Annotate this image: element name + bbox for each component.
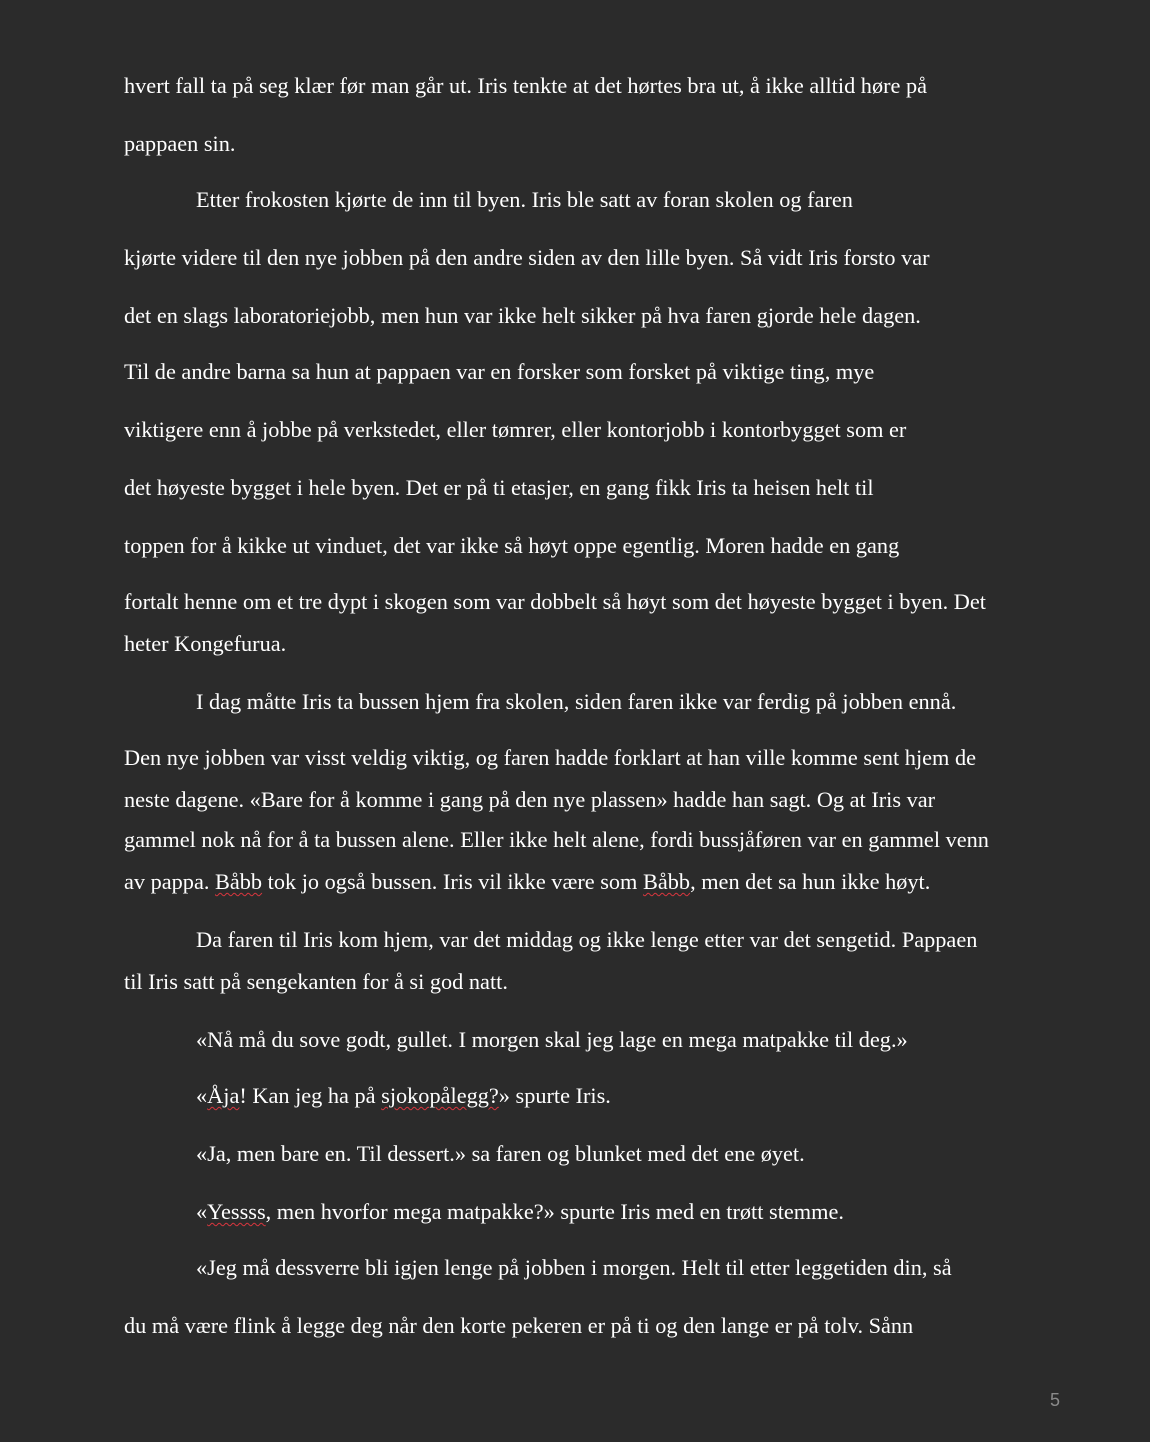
text-line: heter Kongefurua.: [124, 631, 287, 656]
text-line: Den nye jobben var visst veldig viktig, og faren hadde forklart at han ville komme sent hjem de: [124, 745, 977, 770]
text-segment: ! Kan jeg ha på: [239, 1083, 382, 1108]
dialogue-line: [196, 1082, 611, 1110]
text-line: [124, 868, 930, 896]
text-segment: «: [196, 1083, 208, 1108]
text-line: det en slags laboratoriejobb, men hun var ikke helt sikker på hva faren gjorde hele dagen.: [124, 303, 921, 328]
spelling-error-word[interactable]: Yessss: [207, 1199, 266, 1224]
text-segment: av pappa.: [124, 869, 216, 894]
spelling-error-word[interactable]: Båbb: [642, 869, 691, 894]
spelling-error-word[interactable]: sjokopålegg?: [381, 1083, 499, 1108]
text-line: viktigere enn å jobbe på verkstedet, eller tømrer, eller kontorjobb i kontorbygget som er: [124, 417, 907, 442]
paragraph-first-line: Da faren til Iris kom hjem, var det middag og ikke lenge etter var det sengetid. Pappaen: [196, 927, 978, 952]
text-segment: , men det sa hun ikke høyt.: [690, 869, 931, 894]
page-number: 5: [1049, 1390, 1060, 1410]
text-line: neste dagene. «Bare for å komme i gang på den nye plassen» hadde han sagt. Og at Iris var: [124, 787, 936, 812]
text-line: kjørte videre til den nye jobben på den andre siden av den lille byen. Så vidt Iris forsto var: [124, 245, 930, 270]
text-line: fortalt henne om et tre dypt i skogen som var dobbelt så høyt som det høyeste bygget i byen. Det: [124, 589, 986, 614]
dialogue-line: «Ja, men bare en. Til dessert.» sa faren og blunket med det ene øyet.: [196, 1141, 805, 1166]
paragraph-first-line: I dag måtte Iris ta bussen hjem fra skolen, siden faren ikke var ferdig på jobben ennå.: [196, 689, 957, 714]
text-line: toppen for å kikke ut vinduet, det var ikke så høyt oppe egentlig. Moren hadde en gang: [124, 533, 900, 558]
text-line: til Iris satt på sengekanten for å si god natt.: [124, 969, 508, 994]
text-line: hvert fall ta på seg klær før man går ut. Iris tenkte at det hørtes bra ut, å ikke alltid høre på: [124, 73, 928, 98]
spelling-error-word[interactable]: Båbb: [215, 869, 263, 894]
text-line: Til de andre barna sa hun at pappaen var en forsker som forsket på viktige ting, mye: [124, 359, 875, 384]
text-line: gammel nok nå for å ta bussen alene. Eller ikke helt alene, fordi bussjåføren var en gammel venn: [124, 827, 989, 852]
dialogue-line: [196, 1198, 844, 1226]
dialogue-line: «Nå må du sove godt, gullet. I morgen skal jeg lage en mega matpakke til deg.»: [196, 1027, 908, 1052]
dialogue-line: «Jeg må dessverre bli igjen lenge på jobben i morgen. Helt til etter leggetiden din, så: [196, 1255, 952, 1280]
text-line: det høyeste bygget i hele byen. Det er på ti etasjer, en gang fikk Iris ta heisen helt til: [124, 475, 874, 500]
text-line: pappaen sin.: [124, 131, 236, 156]
text-segment: , men hvorfor mega matpakke?» spurte Iris med en trøtt stemme.: [265, 1199, 844, 1224]
text-segment: » spurte Iris.: [498, 1083, 611, 1108]
spelling-error-word[interactable]: Åja: [207, 1083, 240, 1108]
text-segment: «: [196, 1199, 208, 1224]
text-segment: tok jo også bussen. Iris vil ikke være som: [262, 869, 643, 894]
paragraph-first-line: Etter frokosten kjørte de inn til byen. Iris ble satt av foran skolen og faren: [196, 187, 853, 212]
text-line: du må være flink å legge deg når den korte pekeren er på ti og den lange er på tolv. Sånn: [124, 1313, 914, 1338]
